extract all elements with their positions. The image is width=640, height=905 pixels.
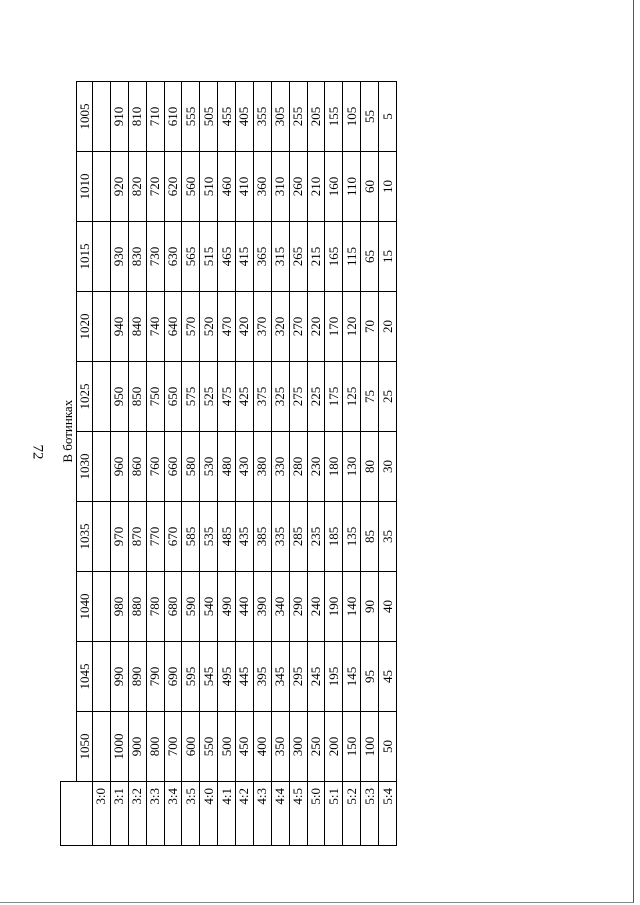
column-header: 1015	[77, 222, 93, 292]
score-table	[60, 81, 397, 846]
table-cell: 530	[200, 432, 218, 502]
table-cell: 460	[218, 152, 236, 222]
table-cell: 730	[146, 222, 164, 292]
table-cell: 45	[379, 642, 397, 712]
table-cell	[93, 572, 111, 642]
table-cell: 155	[325, 81, 343, 151]
table-cell: 420	[236, 292, 254, 362]
table-cell: 535	[200, 502, 218, 572]
table-cell: 195	[325, 642, 343, 712]
table-cell: 75	[361, 362, 379, 432]
table-row	[289, 81, 307, 845]
table-cell	[93, 152, 111, 222]
column-header-row	[77, 81, 93, 845]
table-cell: 720	[146, 152, 164, 222]
table-cell: 350	[271, 712, 289, 782]
table-cell: 650	[164, 362, 182, 432]
table-cell: 565	[182, 222, 200, 292]
table-cell: 5	[379, 81, 397, 151]
table-cell: 450	[236, 712, 254, 782]
table-cell: 275	[289, 362, 307, 432]
table-cell: 230	[307, 432, 325, 502]
table-cell: 110	[343, 152, 361, 222]
column-header: 1010	[77, 152, 93, 222]
table-cell: 175	[325, 362, 343, 432]
table-cell: 475	[218, 362, 236, 432]
table-cell: 445	[236, 642, 254, 712]
table-cell: 40	[379, 572, 397, 642]
table-cell: 70	[361, 292, 379, 362]
table-cell: 670	[164, 502, 182, 572]
table-cell: 345	[271, 642, 289, 712]
table-row	[325, 81, 343, 845]
table-cell: 100	[361, 712, 379, 782]
table-cell: 185	[325, 502, 343, 572]
table-cell: 470	[218, 292, 236, 362]
table-cell: 540	[200, 572, 218, 642]
table-cell: 220	[307, 292, 325, 362]
table-cell: 315	[271, 222, 289, 292]
row-label: 4:1	[218, 782, 236, 846]
table-cell: 235	[307, 502, 325, 572]
table-cell: 555	[182, 81, 200, 151]
table-cell: 15	[379, 222, 397, 292]
table-cell: 840	[128, 292, 146, 362]
table-row	[200, 81, 218, 845]
table-cell: 570	[182, 292, 200, 362]
table-cell: 930	[110, 222, 128, 292]
table-cell: 990	[110, 642, 128, 712]
table-cell: 380	[253, 432, 271, 502]
table-cell: 25	[379, 362, 397, 432]
table-cell: 240	[307, 572, 325, 642]
table-cell: 500	[218, 712, 236, 782]
table-row	[93, 81, 111, 845]
table-cell: 135	[343, 502, 361, 572]
table-cell: 820	[128, 152, 146, 222]
table-cell: 10	[379, 152, 397, 222]
table-cell: 225	[307, 362, 325, 432]
table-cell: 60	[361, 152, 379, 222]
table-cell: 1000	[110, 712, 128, 782]
row-label: 3:2	[128, 782, 146, 846]
table-cell: 285	[289, 502, 307, 572]
column-header: 1045	[77, 642, 93, 712]
table-cell: 290	[289, 572, 307, 642]
table-row	[182, 81, 200, 845]
table-cell: 335	[271, 502, 289, 572]
table-cell	[93, 362, 111, 432]
table-cell: 800	[146, 712, 164, 782]
table-cell: 525	[200, 362, 218, 432]
table-cell: 125	[343, 362, 361, 432]
row-label: 3:5	[182, 782, 200, 846]
table-cell: 600	[182, 712, 200, 782]
table-cell: 170	[325, 292, 343, 362]
table-cell: 970	[110, 502, 128, 572]
table-row	[164, 81, 182, 845]
table-cell: 255	[289, 81, 307, 151]
corner-cell	[61, 782, 93, 846]
table-cell: 260	[289, 152, 307, 222]
table-cell: 590	[182, 572, 200, 642]
row-label: 3:3	[146, 782, 164, 846]
table-cell: 20	[379, 292, 397, 362]
table-cell: 245	[307, 642, 325, 712]
table-cell: 430	[236, 432, 254, 502]
table-cell: 410	[236, 152, 254, 222]
column-header: 1020	[77, 292, 93, 362]
table-cell: 490	[218, 572, 236, 642]
table-cell	[93, 712, 111, 782]
table-cell: 160	[325, 152, 343, 222]
table-cell: 780	[146, 572, 164, 642]
row-label: 5:3	[361, 782, 379, 846]
table-cell: 510	[200, 152, 218, 222]
table-cell: 980	[110, 572, 128, 642]
table-cell: 50	[379, 712, 397, 782]
table-cell: 210	[307, 152, 325, 222]
row-label: 3:0	[93, 782, 111, 846]
table-row	[379, 81, 397, 845]
table-cell: 215	[307, 222, 325, 292]
table-cell: 415	[236, 222, 254, 292]
column-header: 1050	[77, 712, 93, 782]
table-cell: 65	[361, 222, 379, 292]
table-cell: 85	[361, 502, 379, 572]
group-header-row	[61, 81, 77, 845]
row-label: 4:4	[271, 782, 289, 846]
table-cell: 610	[164, 81, 182, 151]
table-cell: 30	[379, 432, 397, 502]
table-cell: 740	[146, 292, 164, 362]
row-label: 3:4	[164, 782, 182, 846]
table-cell: 920	[110, 152, 128, 222]
table-cell: 385	[253, 502, 271, 572]
table-cell: 560	[182, 152, 200, 222]
table-cell: 595	[182, 642, 200, 712]
table-cell: 365	[253, 222, 271, 292]
table-cell: 90	[361, 572, 379, 642]
table-cell: 200	[325, 712, 343, 782]
table-row	[361, 81, 379, 845]
table-cell: 550	[200, 712, 218, 782]
table-cell: 710	[146, 81, 164, 151]
table-cell: 115	[343, 222, 361, 292]
table-cell: 320	[271, 292, 289, 362]
table-cell	[93, 432, 111, 502]
table-row	[110, 81, 128, 845]
row-label: 4:2	[236, 782, 254, 846]
table-cell: 425	[236, 362, 254, 432]
table-cell: 520	[200, 292, 218, 362]
table-cell	[93, 222, 111, 292]
table-row	[128, 81, 146, 845]
table-container	[60, 82, 397, 846]
table-cell: 440	[236, 572, 254, 642]
row-label: 3:1	[110, 782, 128, 846]
table-cell: 770	[146, 502, 164, 572]
table-cell: 870	[128, 502, 146, 572]
table-cell: 250	[307, 712, 325, 782]
table-cell: 370	[253, 292, 271, 362]
table-cell: 325	[271, 362, 289, 432]
column-header: 1040	[77, 572, 93, 642]
table-cell: 880	[128, 572, 146, 642]
column-header: 1030	[77, 432, 93, 502]
table-row	[146, 81, 164, 845]
table-cell: 80	[361, 432, 379, 502]
table-cell	[93, 81, 111, 151]
table-cell: 390	[253, 572, 271, 642]
table-cell: 465	[218, 222, 236, 292]
table-cell: 300	[289, 712, 307, 782]
table-cell: 360	[253, 152, 271, 222]
table-cell: 340	[271, 572, 289, 642]
table-cell: 690	[164, 642, 182, 712]
column-header: 1035	[77, 502, 93, 572]
table-cell: 35	[379, 502, 397, 572]
row-label: 5:4	[379, 782, 397, 846]
table-cell: 395	[253, 642, 271, 712]
table-cell: 960	[110, 432, 128, 502]
table-cell: 580	[182, 432, 200, 502]
table-cell: 405	[236, 81, 254, 151]
table-cell: 940	[110, 292, 128, 362]
table-cell: 495	[218, 642, 236, 712]
table-cell: 140	[343, 572, 361, 642]
table-cell: 790	[146, 642, 164, 712]
table-row	[307, 81, 325, 845]
group-header: В ботинках	[61, 81, 77, 781]
table-cell: 105	[343, 81, 361, 151]
table-cell: 515	[200, 222, 218, 292]
table-cell: 400	[253, 712, 271, 782]
table-cell: 270	[289, 292, 307, 362]
row-label: 4:0	[200, 782, 218, 846]
rotated-table-box	[60, 82, 397, 846]
table-cell: 455	[218, 81, 236, 151]
table-cell: 910	[110, 81, 128, 151]
table-cell: 900	[128, 712, 146, 782]
table-cell: 190	[325, 572, 343, 642]
table-cell: 355	[253, 81, 271, 151]
row-label: 4:3	[253, 782, 271, 846]
table-cell: 95	[361, 642, 379, 712]
table-cell: 310	[271, 152, 289, 222]
table-cell: 145	[343, 642, 361, 712]
table-cell: 305	[271, 81, 289, 151]
table-cell: 890	[128, 642, 146, 712]
page-number: 72	[29, 444, 46, 460]
table-row	[343, 81, 361, 845]
table-cell: 165	[325, 222, 343, 292]
table-cell: 435	[236, 502, 254, 572]
table-row	[271, 81, 289, 845]
row-label: 5:1	[325, 782, 343, 846]
table-cell: 850	[128, 362, 146, 432]
table-cell: 585	[182, 502, 200, 572]
table-cell: 810	[128, 81, 146, 151]
table-cell: 545	[200, 642, 218, 712]
table-cell	[93, 642, 111, 712]
table-cell: 575	[182, 362, 200, 432]
table-cell: 860	[128, 432, 146, 502]
table-cell	[93, 292, 111, 362]
table-cell: 640	[164, 292, 182, 362]
table-cell: 505	[200, 81, 218, 151]
table-cell: 375	[253, 362, 271, 432]
table-cell: 760	[146, 432, 164, 502]
table-cell: 485	[218, 502, 236, 572]
table-cell: 180	[325, 432, 343, 502]
table-cell: 130	[343, 432, 361, 502]
table-cell: 120	[343, 292, 361, 362]
table-cell	[93, 502, 111, 572]
table-cell: 660	[164, 432, 182, 502]
table-cell: 750	[146, 362, 164, 432]
column-header: 1005	[77, 81, 93, 151]
column-header: 1025	[77, 362, 93, 432]
table-cell: 55	[361, 81, 379, 151]
table-cell: 830	[128, 222, 146, 292]
row-label: 5:0	[307, 782, 325, 846]
table-cell: 295	[289, 642, 307, 712]
table-row	[253, 81, 271, 845]
table-cell: 630	[164, 222, 182, 292]
table-cell: 680	[164, 572, 182, 642]
table-row	[218, 81, 236, 845]
table-cell: 700	[164, 712, 182, 782]
table-cell: 620	[164, 152, 182, 222]
table-cell: 330	[271, 432, 289, 502]
table-cell: 265	[289, 222, 307, 292]
table-cell: 950	[110, 362, 128, 432]
table-cell: 205	[307, 81, 325, 151]
table-row	[236, 81, 254, 845]
row-label: 5:2	[343, 782, 361, 846]
row-label: 4:5	[289, 782, 307, 846]
table-cell: 280	[289, 432, 307, 502]
table-cell: 480	[218, 432, 236, 502]
table-cell: 150	[343, 712, 361, 782]
